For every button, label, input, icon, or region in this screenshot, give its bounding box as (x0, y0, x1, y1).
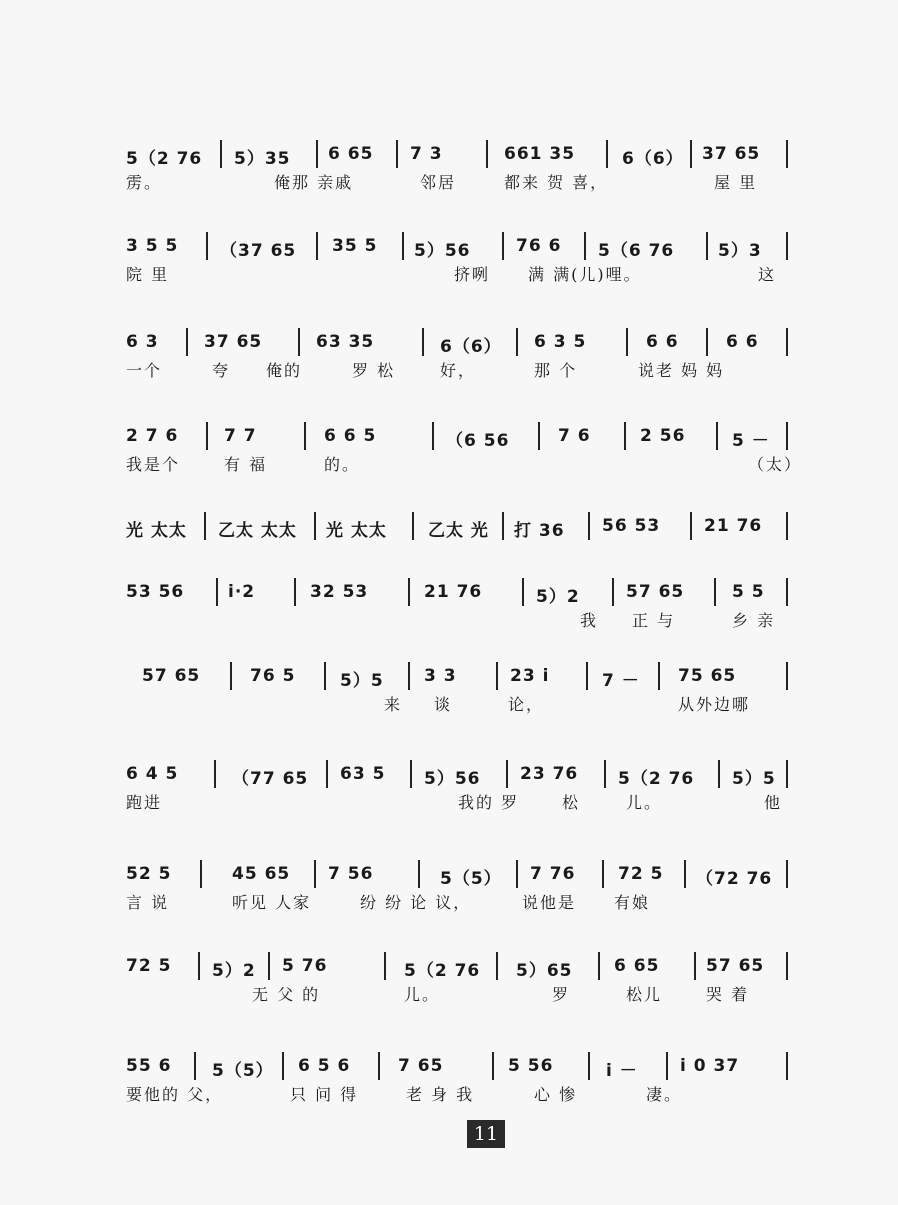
measure: （77 65 (232, 769, 309, 789)
measure: i － (606, 1061, 638, 1081)
lyric: 纷 纷 论 议， (360, 893, 472, 912)
lyric: 听见 人家 (232, 893, 312, 912)
bar-line (496, 662, 498, 690)
bar-line (314, 860, 316, 888)
music-system (118, 1052, 790, 1108)
lyric-line (118, 608, 790, 634)
bar-line (378, 1052, 380, 1080)
measure: 23 76 (520, 764, 579, 784)
music-system (118, 328, 790, 384)
lyric: 我的 罗 (458, 793, 520, 812)
lyric-line (118, 358, 790, 384)
bar-line (206, 422, 208, 450)
notation-line (118, 140, 790, 170)
bar-line (194, 1052, 196, 1080)
measure: 5（2 76 (126, 149, 203, 169)
measure: 7 76 (530, 864, 576, 884)
music-system (118, 760, 790, 816)
lyric: 谈 (434, 695, 453, 714)
lyric-line (118, 170, 790, 196)
measure: 63 35 (316, 332, 375, 352)
lyric: 要他的 父， (126, 1085, 224, 1104)
measure: 35 5 (332, 236, 378, 256)
measure: 6 3 (126, 332, 159, 352)
page-number: 11 (467, 1120, 505, 1148)
bar-line (786, 760, 788, 788)
measure: 55 6 (126, 1056, 172, 1076)
measure: 2 56 (640, 426, 686, 446)
bar-line (786, 328, 788, 356)
bar-line (198, 952, 200, 980)
bar-line (714, 578, 716, 606)
bar-line (786, 860, 788, 888)
music-system (118, 578, 790, 634)
bar-line (214, 760, 216, 788)
music-system (118, 232, 790, 288)
lyric: 那 个 (534, 361, 578, 380)
measure: 3 3 (424, 666, 457, 686)
bar-line (786, 578, 788, 606)
measure: 6（6） (440, 337, 502, 357)
lyric: 他 (764, 793, 783, 812)
measure: 6 6 5 (324, 426, 377, 446)
lyric-line (118, 790, 790, 816)
bar-line (538, 422, 540, 450)
bar-line (384, 952, 386, 980)
measure: 76 5 (250, 666, 296, 686)
lyric: 这 (758, 265, 777, 284)
bar-line (522, 578, 524, 606)
measure: 5）56 (424, 769, 481, 789)
measure: 5）5 (340, 671, 384, 691)
bar-line (718, 760, 720, 788)
measure: 32 53 (310, 582, 369, 602)
measure: 37 65 (204, 332, 263, 352)
lyric: 都来 贺 喜， (504, 173, 609, 192)
lyric: 只 问 得 (290, 1085, 359, 1104)
lyric: 说老 妈 妈 (638, 361, 725, 380)
bar-line (206, 232, 208, 260)
measure: 2 7 6 (126, 426, 179, 446)
measure: 6 4 5 (126, 764, 179, 784)
lyric: 好， (440, 361, 477, 380)
bar-line (316, 232, 318, 260)
bar-line (216, 578, 218, 606)
lyric: 一个 (126, 361, 163, 380)
lyric: 说他是 (522, 893, 577, 912)
measure: 5（2 76 (404, 961, 481, 981)
measure: 57 65 (626, 582, 685, 602)
bar-line (604, 760, 606, 788)
bar-line (624, 422, 626, 450)
bar-line (786, 422, 788, 450)
bar-line (268, 952, 270, 980)
measure: 光 太太 (326, 521, 387, 541)
notation-line (118, 422, 790, 452)
bar-line (786, 1052, 788, 1080)
measure: 5（5） (212, 1061, 274, 1081)
music-system (118, 952, 790, 1008)
bar-line (324, 662, 326, 690)
bar-line (200, 860, 202, 888)
bar-line (658, 662, 660, 690)
lyric: 从外边哪 (678, 695, 751, 714)
music-system (118, 662, 790, 718)
measure: 5）35 (234, 149, 291, 169)
measure: i 0 37 (680, 1056, 740, 1076)
measure: 6 65 (328, 144, 374, 164)
measure: 5 5 (732, 582, 765, 602)
lyric: 夸 (212, 361, 231, 380)
bar-line (606, 140, 608, 168)
bar-line (402, 232, 404, 260)
bar-line (314, 512, 316, 540)
measure: （6 56 (446, 431, 510, 451)
bar-line (706, 328, 708, 356)
measure: 7 65 (398, 1056, 444, 1076)
bar-line (786, 140, 788, 168)
lyric: 俺那 亲戚 (274, 173, 354, 192)
bar-line (408, 578, 410, 606)
notation-line (118, 860, 790, 890)
bar-line (694, 952, 696, 980)
bar-line (486, 140, 488, 168)
lyric-line (118, 1082, 790, 1108)
measure: 7 56 (328, 864, 374, 884)
notation-line (118, 1052, 790, 1082)
measure: 5）65 (516, 961, 573, 981)
measure: 63 5 (340, 764, 386, 784)
bar-line (690, 512, 692, 540)
measure: 6（6） (622, 149, 684, 169)
measure: 6 3 5 (534, 332, 587, 352)
bar-line (298, 328, 300, 356)
lyric: 罗 松 (352, 361, 396, 380)
lyric: 儿。 (626, 793, 663, 812)
bar-line (304, 422, 306, 450)
measure: 21 76 (704, 516, 763, 536)
measure: 5）3 (718, 241, 762, 261)
measure: 37 65 (702, 144, 761, 164)
lyric: 乡 亲 (732, 611, 776, 630)
lyric: 来 (384, 695, 403, 714)
lyric-line (118, 262, 790, 288)
measure: 7 7 (224, 426, 257, 446)
bar-line (316, 140, 318, 168)
bar-line (690, 140, 692, 168)
measure: 7 － (602, 671, 640, 691)
notation-line (118, 760, 790, 790)
bar-line (786, 952, 788, 980)
notation-line (118, 952, 790, 982)
measure: 23 i (510, 666, 550, 686)
measure: 5）2 (212, 961, 256, 981)
lyric: 儿。 (404, 985, 441, 1004)
bar-line (220, 140, 222, 168)
bar-line (502, 512, 504, 540)
measure: 5（5） (440, 869, 502, 889)
lyric: 哭 着 (706, 985, 750, 1004)
measure: i·2 (228, 582, 256, 602)
measure: 57 65 (706, 956, 765, 976)
bar-line (422, 328, 424, 356)
lyric: 跑进 (126, 793, 163, 812)
bar-line (506, 760, 508, 788)
bar-line (396, 140, 398, 168)
lyric: 屋 里 (714, 173, 758, 192)
measure: 乙太 太太 (218, 521, 297, 541)
bar-line (666, 1052, 668, 1080)
lyric: 松儿 (626, 985, 663, 1004)
bar-line (684, 860, 686, 888)
bar-line (588, 512, 590, 540)
music-system (118, 422, 803, 478)
measure: 72 5 (618, 864, 664, 884)
music-system (118, 860, 790, 916)
bar-line (418, 860, 420, 888)
measure: 5 － (732, 431, 770, 451)
bar-line (516, 860, 518, 888)
measure: 打 36 (514, 521, 565, 541)
lyric: 我是个 (126, 455, 181, 474)
measure: 6 6 (726, 332, 759, 352)
bar-line (786, 662, 788, 690)
measure: 56 53 (602, 516, 661, 536)
measure: 5 76 (282, 956, 328, 976)
bar-line (410, 760, 412, 788)
lyric: 的。 (324, 455, 361, 474)
lyric: 罗 (552, 985, 571, 1004)
bar-line (584, 232, 586, 260)
measure: 光 太太 (126, 521, 187, 541)
bar-line (432, 422, 434, 450)
bar-line (282, 1052, 284, 1080)
measure: 21 76 (424, 582, 483, 602)
bar-line (786, 512, 788, 540)
lyric-line (118, 692, 790, 718)
bar-line (588, 1052, 590, 1080)
lyric: 挤咧 (454, 265, 491, 284)
bar-line (612, 578, 614, 606)
lyric: 论， (508, 695, 545, 714)
measure: 661 35 (504, 144, 576, 164)
measure: 3 5 5 (126, 236, 179, 256)
lyric: 老 身 我 (406, 1085, 475, 1104)
bar-line (716, 422, 718, 450)
measure: 7 3 (410, 144, 443, 164)
bar-line (492, 1052, 494, 1080)
measure: 5 56 (508, 1056, 554, 1076)
measure: 45 65 (232, 864, 291, 884)
measure: 72 5 (126, 956, 172, 976)
lyric: 无 父 的 (252, 985, 321, 1004)
lyric-line (118, 452, 803, 478)
measure: 7 6 (558, 426, 591, 446)
measure: （72 76 (696, 869, 773, 889)
bar-line (204, 512, 206, 540)
measure: 5）5 (732, 769, 776, 789)
measure: 6 6 (646, 332, 679, 352)
lyric-line (118, 982, 790, 1008)
lyric: 正 与 (632, 611, 676, 630)
measure: 76 6 (516, 236, 562, 256)
lyric: 我 (580, 611, 599, 630)
measure: 5（6 76 (598, 241, 675, 261)
notation-line (118, 662, 790, 692)
measure: 57 65 (142, 666, 201, 686)
lyric: 言 说 (126, 893, 170, 912)
bar-line (496, 952, 498, 980)
notation-line (118, 328, 790, 358)
notation-line (118, 512, 790, 542)
bar-line (502, 232, 504, 260)
measure: 6 5 6 (298, 1056, 351, 1076)
bar-line (626, 328, 628, 356)
lyric: 满 满(儿)哩。 (528, 265, 642, 284)
measure: 乙太 光 (428, 521, 489, 541)
bar-line (412, 512, 414, 540)
lyric: （太） (748, 455, 803, 474)
bar-line (602, 860, 604, 888)
measure: 53 56 (126, 582, 185, 602)
lyric: 凄。 (646, 1085, 683, 1104)
lyric: 邻居 (420, 173, 457, 192)
lyric: 有 福 (224, 455, 268, 474)
lyric: 雳。 (126, 173, 163, 192)
measure: 5（2 76 (618, 769, 695, 789)
bar-line (516, 328, 518, 356)
notation-line (118, 578, 790, 608)
measure: 52 5 (126, 864, 172, 884)
measure: 5）56 (414, 241, 471, 261)
measure: （37 65 (220, 241, 297, 261)
lyric: 俺的 (266, 361, 303, 380)
bar-line (586, 662, 588, 690)
lyric-line (118, 890, 790, 916)
bar-line (230, 662, 232, 690)
lyric: 院 里 (126, 265, 170, 284)
music-system (118, 512, 790, 542)
bar-line (186, 328, 188, 356)
lyric: 有娘 (614, 893, 651, 912)
bar-line (706, 232, 708, 260)
bar-line (294, 578, 296, 606)
measure: 75 65 (678, 666, 737, 686)
lyric: 松 (562, 793, 581, 812)
bar-line (408, 662, 410, 690)
bar-line (786, 232, 788, 260)
measure: 6 65 (614, 956, 660, 976)
music-system (118, 140, 790, 196)
notation-line (118, 232, 790, 262)
lyric: 心 惨 (534, 1085, 578, 1104)
bar-line (598, 952, 600, 980)
bar-line (326, 760, 328, 788)
measure: 5）2 (536, 587, 580, 607)
